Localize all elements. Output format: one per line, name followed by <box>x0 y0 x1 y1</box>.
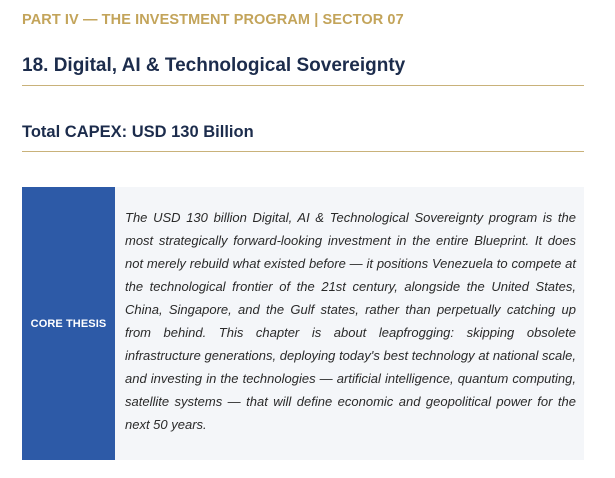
capex-heading: Total CAPEX: USD 130 Billion <box>22 123 254 141</box>
core-thesis-text: The USD 130 billion Digital, AI & Technological Sovereignty program is the most strategically forward-looking investment in the entire Blueprint. It does not merely rebuild what existed before — it positions Venezuela to compete at the technological frontier of the 21st century, alongside the United States, China, Singapore, and the Gulf states, rather than perpetually catching up from behind. This chapter is about leapfrogging: skipping obsolete infrastructure generations, deploying today's best technology at national scale, and investing in the technologies — artificial intelligence, quantum computing, satellite systems — that will define economic and geopolitical power for the next 50 years. <box>125 210 576 432</box>
core-thesis-label-cell <box>22 187 115 460</box>
title-divider <box>22 85 584 86</box>
section-title: 18. Digital, AI & Technological Sovereignty <box>22 55 406 76</box>
capex-divider <box>22 151 584 152</box>
core-thesis-box <box>22 187 584 460</box>
core-thesis-text-cell <box>115 187 584 460</box>
part-header: PART IV — THE INVESTMENT PROGRAM | SECTOR 07 <box>22 12 404 28</box>
core-thesis-label: CORE THESIS <box>30 317 107 330</box>
